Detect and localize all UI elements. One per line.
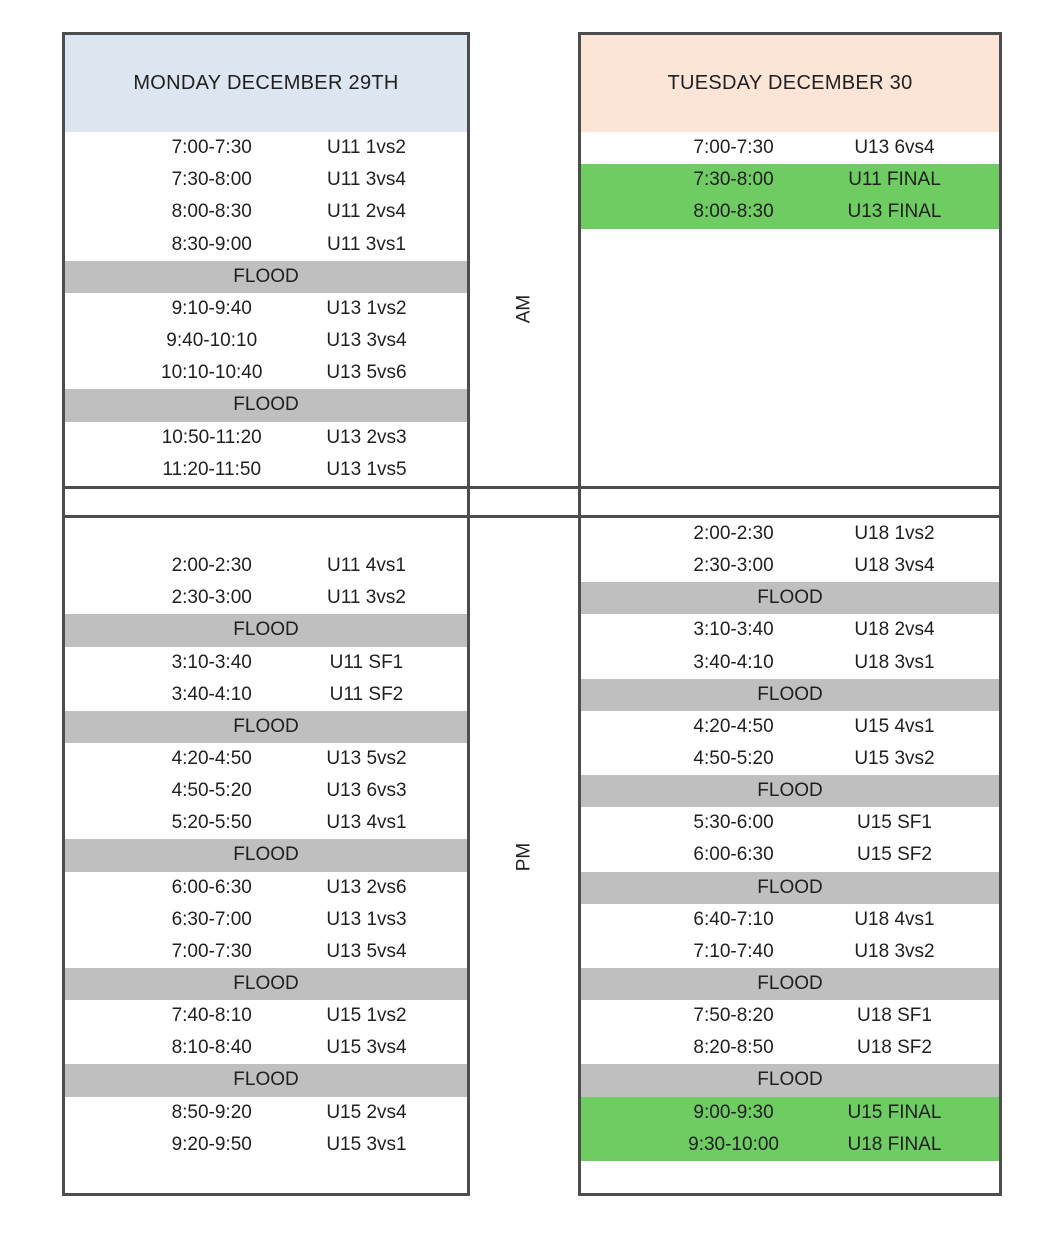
flood-row	[581, 679, 999, 711]
flood-row	[581, 582, 999, 614]
pm-label-column	[470, 518, 578, 1196]
game-cell: U13 1vs3	[326, 908, 407, 930]
pm-band	[62, 518, 1002, 1196]
game-cell: U13 2vs6	[326, 876, 407, 898]
schedule-row	[65, 1129, 467, 1161]
game-cell: U15 4vs1	[854, 715, 935, 737]
time-cell: 4:20-4:50	[693, 715, 774, 737]
schedule-row	[65, 422, 467, 454]
flood-row	[65, 968, 467, 1000]
schedule-row	[581, 132, 999, 164]
am-label: AM	[513, 294, 534, 324]
game-cell: U13 1vs5	[326, 458, 407, 480]
game-cell: U11 SF2	[329, 683, 404, 705]
game-cell: U18 3vs1	[854, 651, 935, 673]
game-cell: U11 3vs4	[327, 169, 406, 191]
schedule-row	[581, 904, 999, 936]
time-cell: 8:50-9:20	[171, 1101, 252, 1123]
schedule-row	[581, 839, 999, 871]
game-cell: U18 FINAL	[847, 1133, 942, 1155]
schedule-row	[65, 550, 467, 582]
time-cell: 4:50-5:20	[171, 780, 252, 802]
game-cell: U13 2vs3	[326, 426, 407, 448]
divider-cell-middle	[470, 489, 578, 515]
game-cell: U18 2vs4	[854, 619, 935, 641]
game-cell: U18 SF1	[856, 1005, 932, 1027]
time-cell: 7:10-7:40	[693, 940, 774, 962]
monday-pm-rows	[65, 518, 467, 1193]
schedule-row	[581, 1000, 999, 1032]
schedule-row	[65, 936, 467, 968]
schedule-row	[65, 647, 467, 679]
schedule-row	[65, 229, 467, 261]
game-cell: U13 FINAL	[847, 201, 942, 223]
flood-row	[581, 775, 999, 807]
schedule-row	[65, 357, 467, 389]
time-cell: 7:00-7:30	[171, 940, 252, 962]
game-cell: U13 5vs2	[326, 748, 407, 770]
game-cell: U11 3vs2	[327, 587, 406, 609]
game-cell: U13 4vs1	[326, 812, 407, 834]
schedule-row	[581, 1032, 999, 1064]
time-cell: 4:50-5:20	[693, 748, 774, 770]
game-cell: U15 3vs2	[854, 748, 935, 770]
time-cell: 5:30-6:00	[693, 812, 774, 834]
schedule-row	[65, 325, 467, 357]
time-cell: 9:10-9:40	[171, 297, 252, 319]
flood-row	[65, 711, 467, 743]
time-cell: 9:40-10:10	[166, 330, 258, 352]
time-cell: 7:00-7:30	[171, 137, 252, 159]
flood-row	[65, 839, 467, 871]
flood-row	[581, 872, 999, 904]
flood-label: FLOOD	[757, 1069, 823, 1091]
time-cell: 2:00-2:30	[171, 555, 252, 577]
time-cell: 8:00-8:30	[171, 201, 252, 223]
time-cell: 6:00-6:30	[693, 844, 774, 866]
schedule-row	[65, 454, 467, 486]
time-cell: 2:30-3:00	[693, 555, 774, 577]
time-cell: 7:30-8:00	[693, 169, 774, 191]
monday-title: MONDAY DECEMBER 29TH	[133, 72, 399, 94]
schedule-row	[65, 679, 467, 711]
game-cell: U13 1vs2	[326, 297, 407, 319]
schedule-row	[581, 936, 999, 968]
time-cell: 10:10-10:40	[161, 362, 263, 384]
time-cell: 11:20-11:50	[162, 458, 262, 480]
monday-am-box	[62, 32, 470, 486]
time-cell: 6:40-7:10	[693, 908, 774, 930]
game-cell: U15 3vs4	[326, 1037, 407, 1059]
flood-row	[65, 261, 467, 293]
tuesday-pm-rows	[581, 518, 999, 1193]
game-cell: U13 5vs4	[326, 940, 407, 962]
game-cell: U11 4vs1	[327, 555, 406, 577]
divider-cell-tuesday	[578, 489, 1002, 515]
am-pm-divider-row	[62, 486, 1002, 518]
schedule-row	[65, 293, 467, 325]
game-cell: U15 2vs4	[326, 1101, 407, 1123]
am-band	[62, 32, 1002, 486]
game-cell: U15 FINAL	[847, 1101, 942, 1123]
tuesday-header	[581, 35, 999, 132]
time-cell: 2:00-2:30	[693, 523, 774, 545]
time-cell: 8:10-8:40	[171, 1037, 252, 1059]
flood-row	[65, 389, 467, 421]
schedule-row	[581, 518, 999, 550]
flood-row	[581, 968, 999, 1000]
game-cell: U13 6vs3	[326, 780, 407, 802]
time-cell: 3:40-4:10	[171, 683, 252, 705]
time-cell: 8:20-8:50	[693, 1037, 774, 1059]
tuesday-pm-box	[578, 518, 1002, 1196]
time-cell: 2:30-3:00	[171, 587, 252, 609]
flood-label: FLOOD	[233, 973, 299, 995]
game-cell: U18 4vs1	[854, 908, 935, 930]
time-cell: 3:10-3:40	[171, 651, 252, 673]
game-cell: U11 FINAL	[848, 169, 941, 191]
schedule-row	[581, 550, 999, 582]
flood-label: FLOOD	[233, 715, 299, 737]
monday-pm-box	[62, 518, 470, 1196]
game-cell: U18 SF2	[856, 1037, 932, 1059]
flood-label: FLOOD	[233, 1069, 299, 1091]
game-cell: U13 6vs4	[854, 137, 935, 159]
game-cell: U11 1vs2	[327, 137, 406, 159]
flood-row	[65, 1064, 467, 1096]
game-cell: U13 5vs6	[326, 362, 407, 384]
time-cell: 7:50-8:20	[693, 1005, 774, 1027]
schedule-row	[581, 164, 999, 196]
flood-label: FLOOD	[233, 619, 299, 641]
flood-label: FLOOD	[757, 973, 823, 995]
flood-label: FLOOD	[757, 876, 823, 898]
flood-label: FLOOD	[233, 844, 299, 866]
schedule-row	[65, 775, 467, 807]
schedule-row	[581, 614, 999, 646]
time-cell: 7:00-7:30	[693, 137, 774, 159]
game-cell: U13 3vs4	[326, 330, 407, 352]
flood-label: FLOOD	[233, 394, 299, 416]
game-cell: U11 3vs1	[327, 233, 406, 255]
schedule-row	[65, 164, 467, 196]
game-cell: U11 2vs4	[327, 201, 406, 223]
tuesday-title: TUESDAY DECEMBER 30	[667, 72, 913, 94]
schedule-row	[65, 196, 467, 228]
schedule-row	[581, 807, 999, 839]
flood-label: FLOOD	[757, 780, 823, 802]
time-cell: 4:20-4:50	[171, 748, 252, 770]
time-cell: 7:40-8:10	[171, 1005, 252, 1027]
time-cell: 10:50-11:20	[161, 426, 262, 448]
time-cell: 9:00-9:30	[693, 1101, 774, 1123]
time-cell: 9:30-10:00	[688, 1133, 779, 1155]
empty-row	[65, 1161, 467, 1193]
empty-row	[581, 1161, 999, 1193]
divider-cell-monday	[62, 489, 470, 515]
game-cell: U18 1vs2	[854, 523, 935, 545]
pm-label: PM	[513, 842, 534, 872]
schedule-row	[65, 1000, 467, 1032]
schedule-row	[65, 807, 467, 839]
game-cell: U18 3vs2	[854, 940, 935, 962]
time-cell: 8:30-9:00	[171, 233, 252, 255]
am-label-column	[470, 32, 578, 486]
monday-am-rows	[65, 132, 467, 486]
schedule-row	[65, 904, 467, 936]
time-cell: 6:30-7:00	[171, 908, 252, 930]
schedule-row	[65, 1032, 467, 1064]
game-cell: U18 3vs4	[854, 555, 935, 577]
game-cell: U15 3vs1	[326, 1133, 407, 1155]
game-cell: U15 1vs2	[326, 1005, 407, 1027]
schedule-row	[65, 872, 467, 904]
schedule-row	[65, 1097, 467, 1129]
schedule-row	[581, 196, 999, 228]
time-cell: 5:20-5:50	[171, 812, 252, 834]
schedule-row	[581, 743, 999, 775]
flood-label: FLOOD	[233, 265, 299, 287]
tuesday-am-box	[578, 32, 1002, 486]
monday-header	[65, 35, 467, 132]
flood-label: FLOOD	[757, 587, 823, 609]
schedule-row	[581, 1097, 999, 1129]
time-cell: 3:40-4:10	[693, 651, 774, 673]
flood-row	[581, 1064, 999, 1096]
flood-row	[65, 614, 467, 646]
time-cell: 3:10-3:40	[693, 619, 774, 641]
time-cell: 6:00-6:30	[171, 876, 252, 898]
game-cell: U11 SF1	[329, 651, 404, 673]
schedule-row	[65, 582, 467, 614]
time-cell: 7:30-8:00	[171, 169, 252, 191]
time-cell: 9:20-9:50	[171, 1133, 252, 1155]
empty-row	[65, 518, 467, 550]
time-cell: 8:00-8:30	[693, 201, 774, 223]
flood-label: FLOOD	[757, 683, 823, 705]
schedule-row	[581, 1129, 999, 1161]
schedule-row	[581, 711, 999, 743]
game-cell: U15 SF2	[856, 844, 932, 866]
schedule-row	[65, 132, 467, 164]
game-cell: U15 SF1	[856, 812, 932, 834]
schedule-row	[581, 647, 999, 679]
tuesday-am-rows	[581, 132, 999, 486]
schedule-row	[65, 743, 467, 775]
